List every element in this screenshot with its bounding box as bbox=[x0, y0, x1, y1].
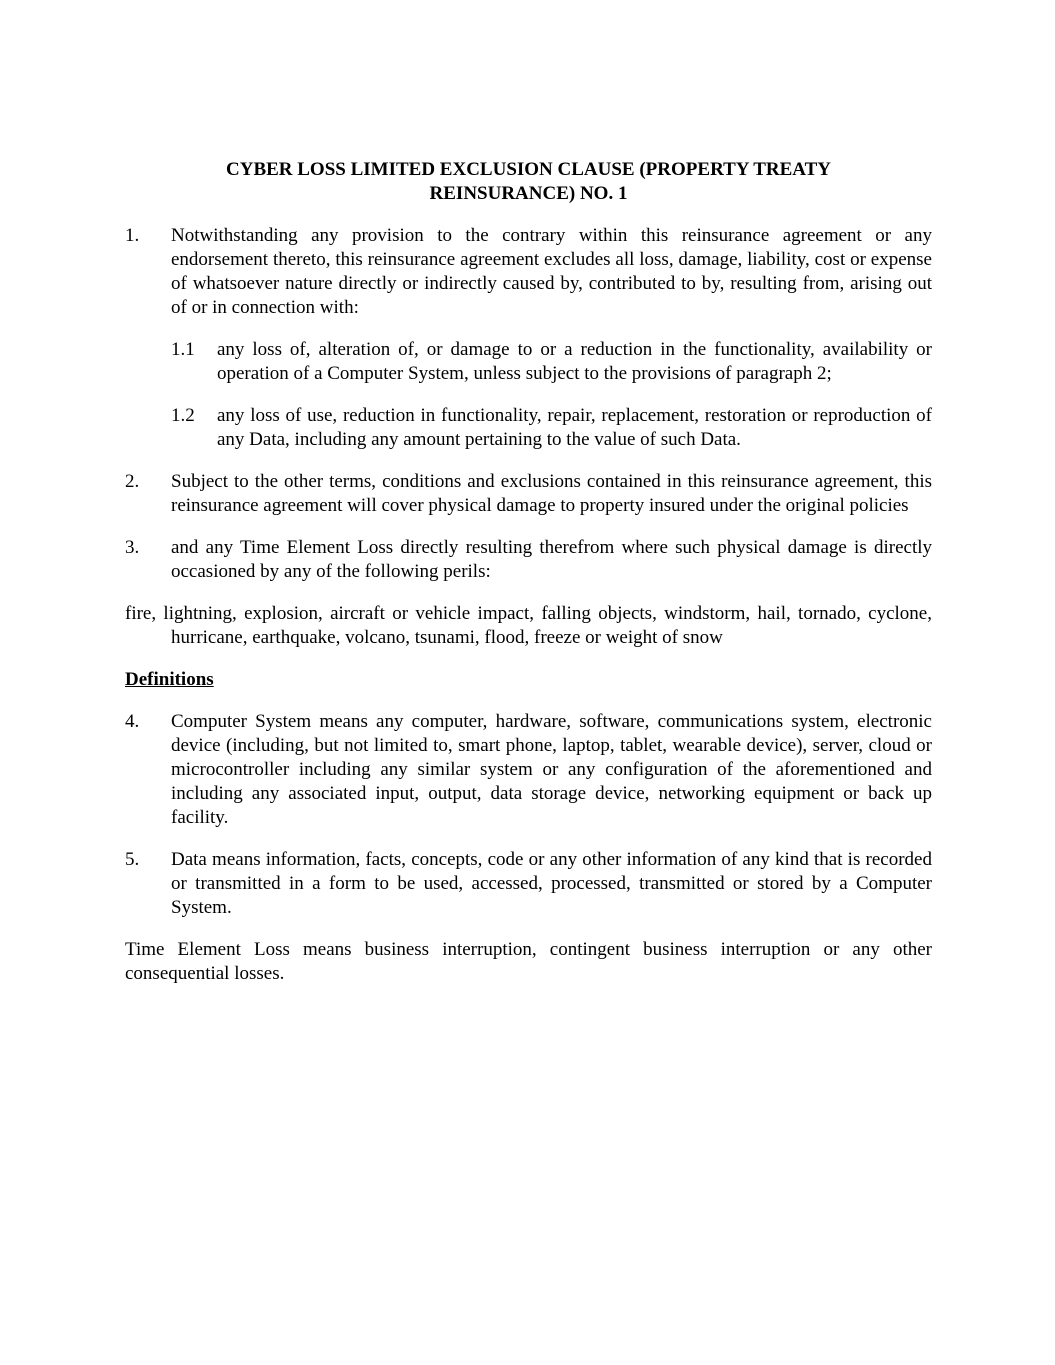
clause-number: 5. bbox=[125, 849, 140, 870]
clause-text: and any Time Element Loss directly resulting therefrom where such physical damage is directly occasioned by any of the following perils: bbox=[171, 537, 932, 582]
clause-number: 1. bbox=[125, 225, 140, 246]
document-title bbox=[125, 158, 932, 206]
time-element-definition: Time Element Loss means business interruption, contingent business interruption or any other consequential losses. bbox=[125, 939, 932, 984]
clause-text: Subject to the other terms, conditions and exclusions contained in this reinsurance agreement, this reinsurance agreement will cover physical damage to property insured under the original policies bbox=[171, 471, 932, 516]
subclause-text: any loss of use, reduction in functionality, repair, replacement, restoration or reproduction of any Data, including any amount pertaining to the value of such Data. bbox=[217, 405, 932, 450]
title-line-2: REINSURANCE) NO. 1 bbox=[429, 183, 628, 204]
title-line-1: CYBER LOSS LIMITED EXCLUSION CLAUSE (PROPERTY TREATY bbox=[226, 159, 831, 180]
clause-1 bbox=[125, 224, 932, 320]
clause-4 bbox=[125, 710, 932, 830]
subclause-1-2 bbox=[125, 404, 932, 452]
clause-number: 3. bbox=[125, 537, 140, 558]
clause-3 bbox=[125, 536, 932, 584]
clause-text: Data means information, facts, concepts, code or any other information of any kind that is recorded or transmitted in a form to be used, accessed, processed, transmitted or stored by a Computer System. bbox=[171, 849, 932, 918]
subclause-number: 1.2 bbox=[171, 405, 195, 426]
clause-number: 2. bbox=[125, 471, 140, 492]
subclause-text: any loss of, alteration of, or damage to or a reduction in the functionality, availability or operation of a Computer System, unless subject to the provisions of paragraph 2; bbox=[217, 339, 932, 384]
document-page bbox=[125, 158, 932, 1004]
clause-text: Computer System means any computer, hardware, software, communications system, electronic device (including, but not limited to, smart phone, laptop, tablet, wearable device), server, cloud or microcontroller including any similar system or any configuration of the aforementioned and including any associated input, output, data storage device, networking equipment or back up facility. bbox=[171, 711, 932, 828]
subclause-1-1 bbox=[125, 338, 932, 386]
clause-number: 4. bbox=[125, 711, 140, 732]
subclause-number: 1.1 bbox=[171, 339, 195, 360]
clause-text: Notwithstanding any provision to the contrary within this reinsurance agreement or any endorsement thereto, this reinsurance agreement excludes all loss, damage, liability, cost or expense of whatsoever nature directly or indirectly caused by, contributed to by, resulting from, arising out of or in connection with: bbox=[171, 225, 932, 318]
definitions-heading: Definitions bbox=[125, 669, 214, 690]
perils-list: fire, lightning, explosion, aircraft or vehicle impact, falling objects, windstorm, hail, tornado, cyclone, hurricane, earthquake, volcano, tsunami, flood, freeze or weight of snow bbox=[125, 603, 932, 648]
clause-5 bbox=[125, 848, 932, 920]
clause-2 bbox=[125, 470, 932, 518]
